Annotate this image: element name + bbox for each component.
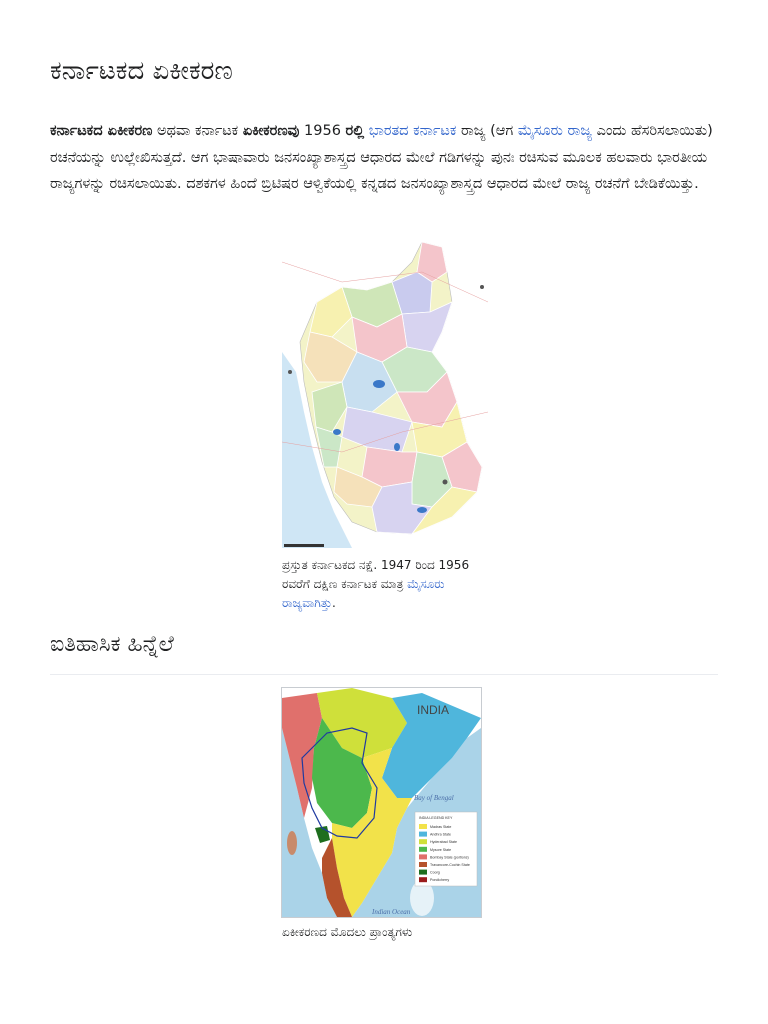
legend-swatch	[419, 832, 427, 837]
bay-of-bengal-label: Bay of Bengal	[414, 794, 454, 802]
lead-bold-term: ಏಕೀಕರಣವು	[242, 123, 300, 139]
lead-text: 1956	[299, 123, 346, 139]
map-caption-provinces: ಏಕೀಕರಣದ ಮೊದಲು ಪ್ರಾಂತ್ಯಗಳು	[282, 925, 413, 939]
lead-bold-term: ರಲ್ಲಿ	[345, 123, 365, 139]
legend-label: Pondicherry	[430, 878, 450, 883]
map-title-label: INDIA	[417, 703, 450, 717]
legend-swatch	[419, 877, 427, 882]
legend-swatch	[419, 854, 427, 859]
karnataka-districts-map[interactable]	[282, 242, 488, 548]
legend-swatch	[419, 847, 427, 852]
page-title: ಕರ್ನಾಟಕದ ಏಕೀಕರಣ	[50, 56, 233, 86]
link-indian-karnataka[interactable]: ಭಾರತದ ಕರ್ನಾಟಕ	[368, 123, 457, 139]
legend-label: Madras State	[430, 825, 452, 829]
legend-label: Coorg	[430, 870, 440, 875]
indian-ocean-label: Indian Ocean	[372, 908, 411, 916]
lead-paragraph	[50, 118, 720, 198]
lead-text: ಅಥವಾ ಕರ್ನಾಟಕ	[152, 123, 243, 139]
lead-text: ರಾಜ್ಯ (ಆಗ	[456, 123, 518, 139]
section-divider	[50, 674, 718, 675]
link-mysore-state[interactable]: ಮೈಸೂರು ರಾಜ್ಯ	[517, 123, 593, 139]
legend-swatch	[419, 824, 427, 829]
caption-end: .	[332, 596, 336, 610]
lead-text: ಎಂದು ಹೆಸರಿಸಲಾಯಿತು) ರಚನೆಯನ್ನು ಉಲ್ಲೇಖಿಸುತ್ತದೆ. ಆಗ ಭಾಷಾವಾರು ಜನಸಂಖ್ಯಾಶಾಸ್ತ್ರದ ಆಧಾರದ ಮೇಲೆ ಗಡಿಗಳನ್ನು ಪುನಃ ರಚಿಸುವ ಮೂಲಕ ಹಲವಾರು ಭಾರತೀಯ ರಾಜ್ಯಗಳನ್ನು ರಚಿಸಲಾಯಿತು. ದಶಕಗಳ ಹಿಂದೆ ಬ್ರಿಟಿಷರ ಆಳ್ವಿಕೆಯಲ್ಲಿ ಕನ್ನಡದ ಜನಸಂಖ್ಯಾಶಾಸ್ತ್ರದ ಆಧಾರದ ಮೇಲೆ ರಾಜ್ಯ ರಚನೆಗೆ ಬೇಡಿಕೆಯಿತ್ತು.	[50, 123, 713, 192]
legend-label: Andhra State	[430, 832, 451, 837]
map-caption	[282, 556, 494, 613]
legend-swatch	[419, 870, 427, 875]
section-heading: ಐತಿಹಾಸಿಕ ಹಿನ್ನೆಲೆ	[50, 632, 174, 657]
legend-label: Bombay State (portions)	[430, 855, 469, 860]
link-mysore-state-caption[interactable]: ಮೈಸೂರು ರಾಜ್ಯವಾಗಿತ್ತು	[282, 577, 445, 610]
legend-label: Hyderabad State	[430, 840, 457, 845]
south-india-map-image	[282, 688, 481, 917]
legend-label: Mysore State	[430, 847, 452, 852]
caption-text: ಪ್ರಸ್ತುತ ಕರ್ನಾಟಕದ ನಕ್ಷೆ. 1947 ರಿಂದ 1956 ರವರೆಗೆ ದಕ್ಷಿಣ ಕರ್ನಾಟಕ ಮಾತ್ರ	[282, 558, 470, 591]
legend-title: INDIA LEGEND KEY	[419, 816, 453, 820]
legend-swatch	[419, 839, 427, 844]
lead-bold-term: ಕರ್ನಾಟಕದ ಏಕೀಕರಣ	[50, 123, 153, 139]
legend-label: Travancore-Cochin State	[430, 863, 470, 867]
legend-swatch	[419, 862, 427, 867]
map-legend	[415, 812, 477, 886]
karnataka-map-image	[282, 242, 488, 548]
pre-unification-map[interactable]	[281, 687, 482, 918]
